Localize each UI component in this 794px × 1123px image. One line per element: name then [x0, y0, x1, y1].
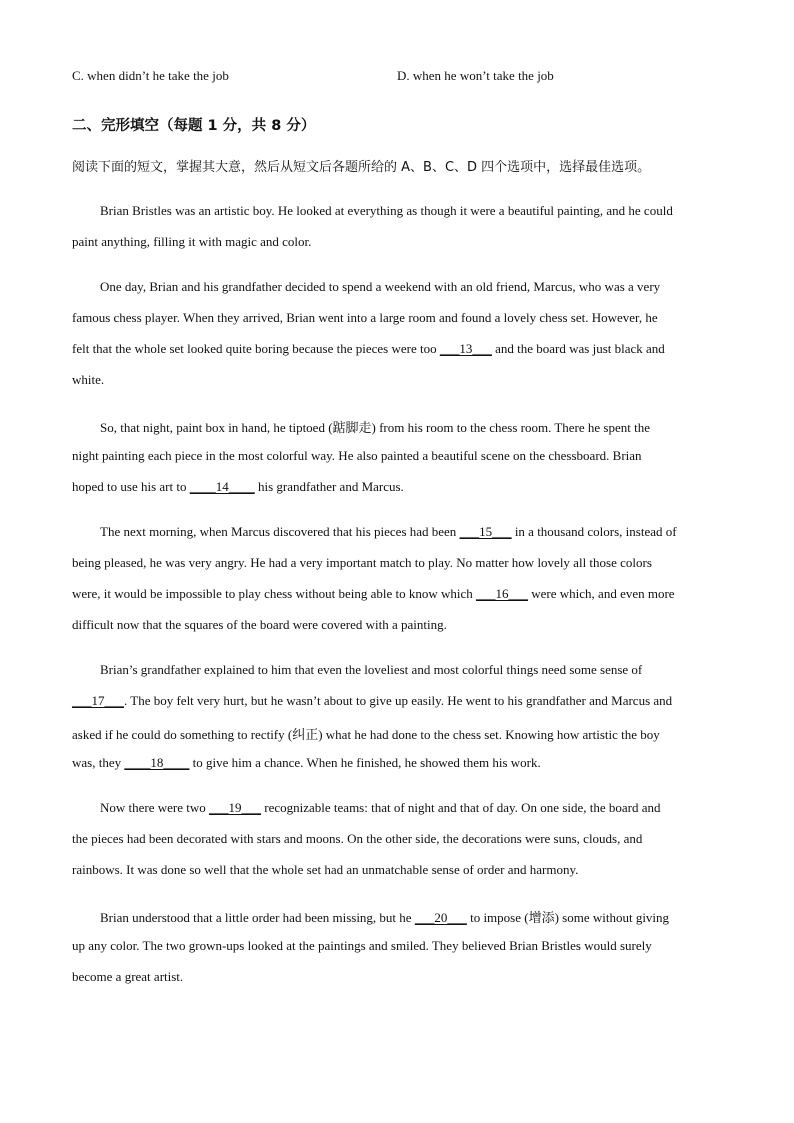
text: Brian understood that a little order had been missing, but he — [100, 910, 415, 925]
text: to impose (增添) some without giving — [466, 910, 670, 925]
blank-17: ___17___ — [72, 693, 124, 708]
text: his grandfather and Marcus. — [254, 479, 404, 494]
text: . The boy felt very hurt, but he wasn’t about to give up easily. He went to his grandfather and Marcus and — [124, 693, 673, 708]
text: recognizable teams: that of night and that of day. On one side, the board and — [261, 800, 661, 815]
text: to give him a chance. When he finished, he showed them his work. — [189, 755, 541, 770]
text: were, it would be impossible to play chess without being able to know which — [72, 586, 477, 601]
text: The next morning, when Marcus discovered that his pieces had been — [100, 524, 460, 539]
paragraph-5-line-3: asked if he could do something to rectify (纠正) what he had done to the chess set. Knowing how artistic the boy — [72, 727, 660, 742]
option-d: D. when he won’t take the job — [397, 68, 554, 83]
paragraph-2-line-1: One day, Brian and his grandfather decided to spend a weekend with an old friend, Marcus, who was a very — [100, 279, 661, 294]
paragraph-4-line-4: difficult now that the squares of the board were covered with a painting. — [72, 617, 447, 632]
paragraph-2-line-3 — [72, 341, 665, 357]
paragraph-4-line-3 — [72, 586, 675, 602]
paragraph-7-line-2: up any color. The two grown-ups looked at the paintings and smiled. They believed Brian Bristles would surely — [72, 938, 652, 953]
text: hoped to use his art to — [72, 479, 190, 494]
blank-14: ____14____ — [189, 479, 255, 494]
blank-16: ___16___ — [476, 586, 529, 601]
paragraph-1-line-2: paint anything, filling it with magic and color. — [72, 234, 312, 249]
section-heading: 二、完形填空（每题 1 分，共 8 分） — [72, 118, 316, 134]
paragraph-3-line-1: So, that night, paint box in hand, he tiptoed (踮脚走) from his room to the chess room. There he spent the — [100, 420, 650, 435]
blank-20: ___20___ — [414, 910, 467, 925]
text: Now there were two — [100, 800, 210, 815]
paragraph-5-line-2 — [72, 693, 672, 709]
text: were which, and even more — [528, 586, 675, 601]
paragraph-2-line-4: white. — [72, 372, 105, 387]
blank-13: ___13___ — [439, 341, 492, 356]
text: and the board was just black and — [491, 341, 665, 356]
paragraph-6-line-3: rainbows. It was done so well that the whole set had an unmatchable sense of order and harmony. — [72, 862, 579, 877]
paragraph-7-line-3: become a great artist. — [72, 969, 184, 984]
paragraph-4-line-2: being pleased, he was very angry. He had a very important match to play. No matter how lovely all those colors — [72, 555, 652, 570]
blank-19: ___19___ — [209, 800, 262, 815]
blank-15: ___15___ — [459, 524, 512, 539]
paragraph-6-line-1 — [100, 800, 661, 816]
text: was, they — [72, 755, 125, 770]
text: in a thousand colors, instead of — [511, 524, 677, 539]
paragraph-3-line-3 — [72, 479, 404, 495]
option-c: C. when didn’t he take the job — [72, 68, 229, 83]
paragraph-1-line-1: Brian Bristles was an artistic boy. He looked at everything as though it were a beautiful painting, and he could — [100, 203, 673, 218]
text: felt that the whole set looked quite boring because the pieces were too — [72, 341, 440, 356]
paragraph-3-line-2: night painting each piece in the most colorful way. He also painted a beautiful scene on the chessboard. Brian — [72, 448, 642, 463]
paragraph-5-line-4 — [72, 755, 541, 771]
blank-18: ____18____ — [124, 755, 190, 770]
paragraph-5-line-1: Brian’s grandfather explained to him that even the loveliest and most colorful things need some sense of — [100, 662, 643, 677]
paragraph-6-line-2: the pieces had been decorated with stars and moons. On the other side, the decorations were suns, clouds, and — [72, 831, 643, 846]
paragraph-7-line-1 — [100, 907, 669, 926]
paragraph-4-line-1 — [100, 524, 677, 540]
paragraph-2-line-2: famous chess player. When they arrived, Brian went into a large room and found a lovely chess set. However, he — [72, 310, 658, 325]
instruction-text: 阅读下面的短文，掌握其大意，然后从短文后各题所给的 A、B、C、D 四个选项中，选择最佳选项。 — [72, 160, 651, 175]
